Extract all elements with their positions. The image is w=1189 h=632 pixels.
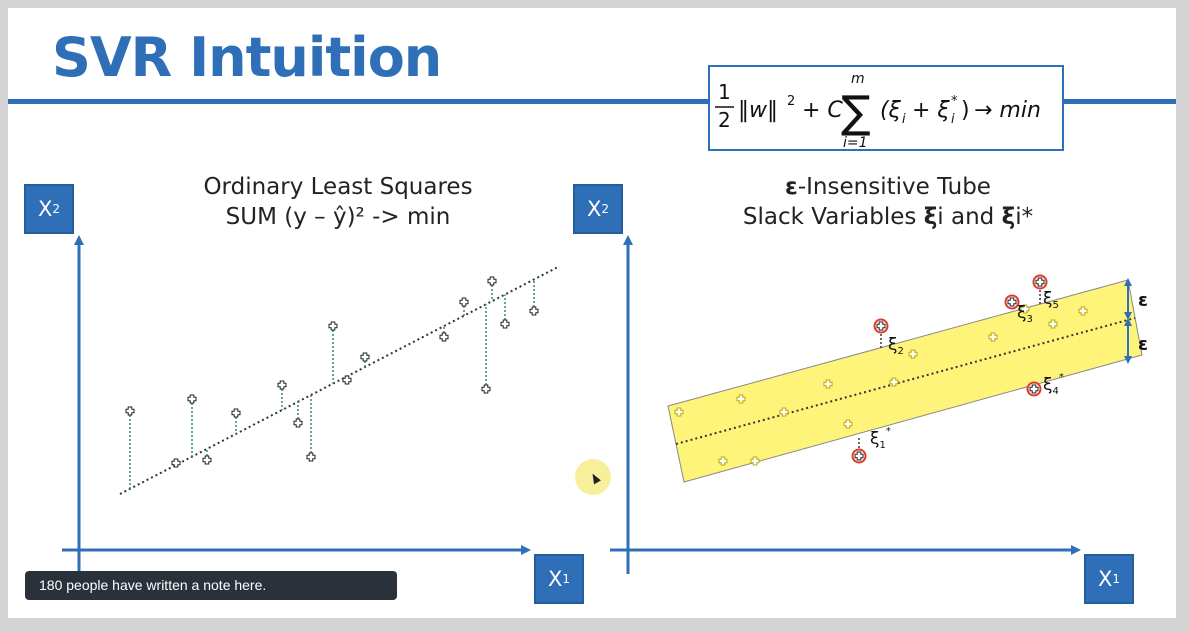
formula-sum-lower: i=1	[843, 135, 868, 149]
right-x-axis-label: X 1	[1084, 554, 1134, 604]
right-y-axis-label: X 2	[573, 184, 623, 234]
svr-plot	[8, 8, 1176, 618]
slack-text-mid: i and	[937, 204, 1002, 230]
xi4-label: $\xi_4^*$	[1043, 372, 1064, 397]
formula-norm: ‖w‖	[738, 98, 778, 123]
xi2-label: $\xi_2$	[888, 335, 904, 357]
slack-text-pre: Slack Variables	[742, 204, 924, 230]
formula-half-num: 1	[718, 80, 731, 104]
xi1-label: $\xi_1^*$	[870, 426, 891, 451]
formula-term-close: )	[961, 98, 970, 123]
xi3-label: $\xi_3$	[1017, 303, 1033, 325]
formula-term-star: *	[951, 94, 958, 109]
formula-arrow-min: → min	[974, 98, 1041, 123]
left-y-axis-label: X 2	[24, 184, 74, 234]
formula-plus-c: + C	[802, 98, 843, 123]
formula-norm-exp: 2	[787, 94, 796, 109]
formula-sum-upper: m	[851, 71, 865, 87]
formula-term-plus: + ξ	[912, 98, 950, 123]
xi-symbol: ξ	[923, 204, 938, 230]
formula-term-i2: i	[951, 112, 955, 127]
formula-sum-symbol: ∑	[841, 87, 871, 138]
left-heading-line2: SUM (y – ŷ)² -> min	[225, 204, 451, 230]
slide	[8, 8, 1176, 618]
epsilon-tube	[668, 280, 1142, 482]
left-x-axis-label: X 1	[534, 554, 584, 604]
slide-title: SVR Intuition	[52, 26, 442, 89]
xi-star-symbol: ξ	[1001, 204, 1016, 230]
formula-half-den: 2	[718, 108, 731, 132]
xi5-label: $\xi_5$	[1043, 289, 1059, 311]
left-heading-line1: Ordinary Least Squares	[203, 174, 473, 200]
notes-toast[interactable]: 180 people have written a note here.	[25, 571, 397, 600]
formula-term: (ξ	[880, 98, 901, 123]
right-heading-line1-text: -Insensitive Tube	[797, 174, 991, 200]
slack-text-end: i*	[1015, 204, 1034, 230]
epsilon-top-label: ε	[1138, 290, 1149, 311]
epsilon-symbol: ε	[785, 174, 798, 200]
epsilon-bottom-label: ε	[1138, 334, 1149, 355]
formula-term-i: i	[902, 112, 906, 127]
